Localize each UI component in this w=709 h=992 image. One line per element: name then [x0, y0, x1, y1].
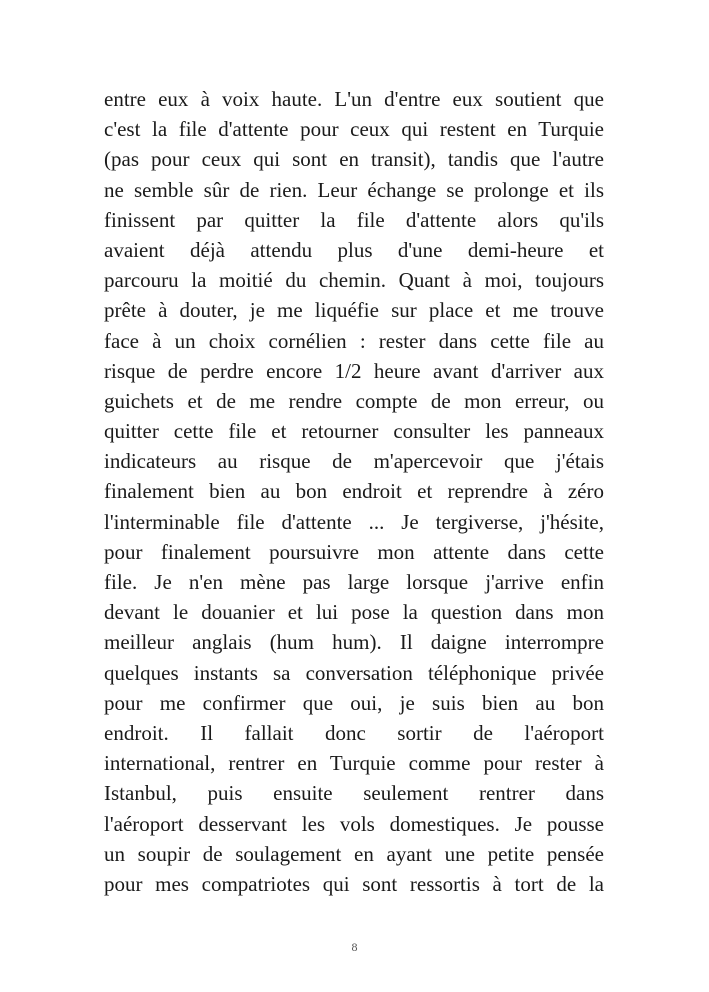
text-line: indicateurs au risque de m'apercevoir que j'étais: [104, 449, 604, 474]
text-line: entre eux à voix haute. L'un d'entre eux soutient que: [104, 87, 604, 111]
text-line: meilleur anglais (hum hum). Il daigne interrompre: [104, 630, 604, 655]
text-line: avaient déjà attendu plus d'une demi-heure et: [104, 237, 604, 262]
text-line: parcouru la moitié du chemin. Quant à moi, toujours: [104, 268, 604, 293]
text-line: prête à douter, je me liquéfie sur place et me trouve: [104, 298, 604, 323]
text-line: file. Je n'en mène pas large lorsque j'arrive enfin: [104, 570, 604, 594]
text-line: c'est la file d'attente pour ceux qui restent en Turquie: [104, 117, 604, 142]
text-line: quitter cette file et retourner consulter les panneaux: [104, 419, 604, 444]
body-text: [104, 84, 604, 899]
text-line: face à un choix cornélien : rester dans cette file au: [104, 328, 604, 353]
text-line: finalement bien au bon endroit et reprendre à zéro: [104, 479, 604, 504]
text-line: pour mes compatriotes qui sont ressortis à tort de la: [104, 871, 604, 896]
text-line: pour finalement poursuivre mon attente dans cette: [104, 539, 604, 564]
text-line: l'interminable file d'attente ... Je tergiverse, j'hésite,: [104, 509, 604, 534]
text-line: l'aéroport desservant les vols domestiques. Je pousse: [104, 811, 604, 836]
text-line: endroit. Il fallait donc sortir de l'aéroport: [104, 720, 604, 745]
text-line: finissent par quitter la file d'attente alors qu'ils: [104, 207, 604, 232]
text-line: risque de perdre encore 1/2 heure avant d'arriver aux: [104, 358, 604, 383]
text-line: (pas pour ceux qui sont en transit), tandis que l'autre: [104, 147, 604, 172]
text-line: pour me confirmer que oui, je suis bien au bon: [104, 690, 604, 715]
text-line: un soupir de soulagement en ayant une petite pensée: [104, 841, 604, 866]
text-line: Istanbul, puis ensuite seulement rentrer dans: [104, 781, 604, 806]
text-line: ne semble sûr de rien. Leur échange se prolonge et ils: [104, 177, 604, 202]
text-line: devant le douanier et lui pose la question dans mon: [104, 600, 604, 625]
text-line: international, rentrer en Turquie comme pour rester à: [104, 751, 604, 776]
text-line: guichets et de me rendre compte de mon erreur, ou: [104, 388, 604, 413]
text-line: quelques instants sa conversation téléphonique privée: [104, 660, 604, 685]
page-number: 8: [351, 940, 358, 954]
